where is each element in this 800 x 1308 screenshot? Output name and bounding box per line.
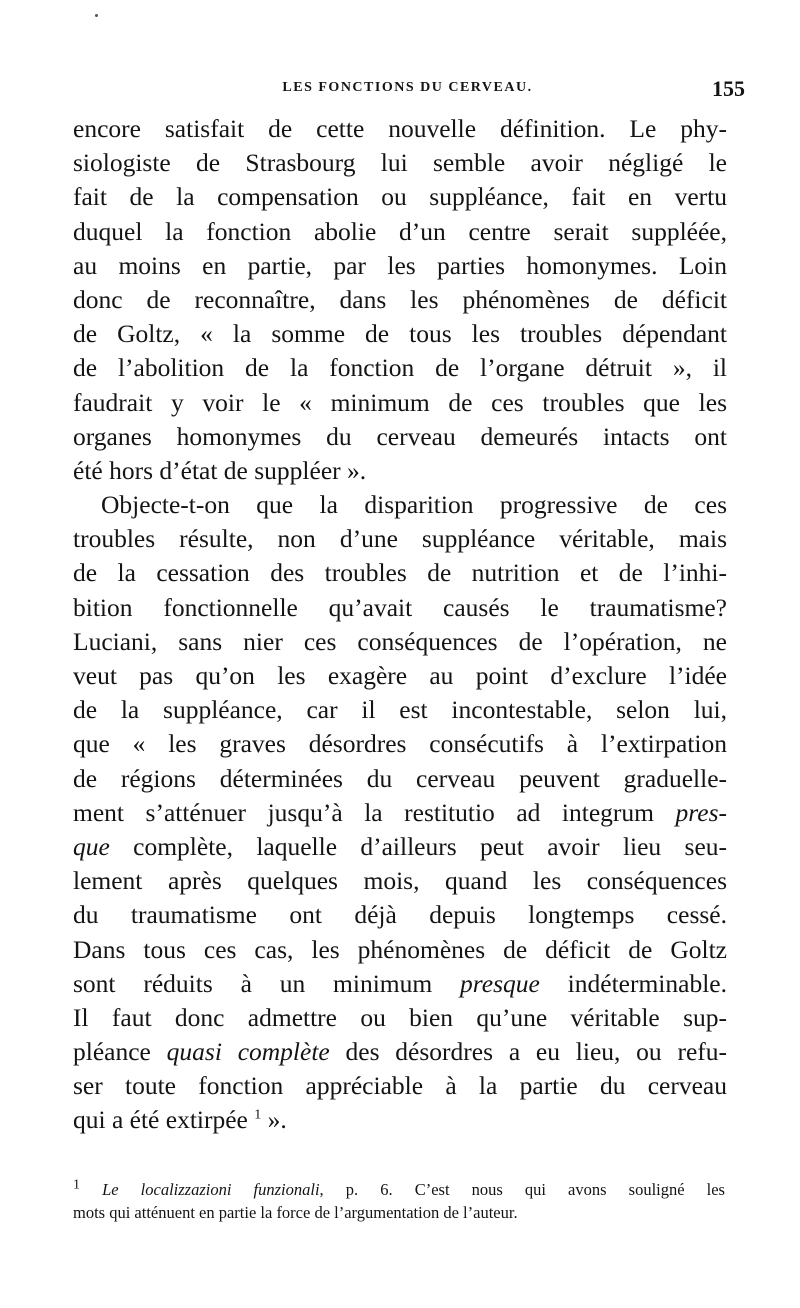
text-run: indéterminable. [539,968,727,998]
text-line: au moins en partie, par les parties homonymes. Loin [73,250,727,280]
text-line: donc de reconnaître, dans les phénomènes de déficit [73,284,727,314]
text-line [73,796,727,830]
text-line: ser toute fonction appréciable à la partie du cerveau [73,1071,727,1101]
running-title: LES FONCTIONS DU CERVEAU. [282,80,533,95]
text-line [73,1035,727,1069]
footnote-title: Le localizzazioni funzionali [102,1180,320,1199]
footnote-reference: 1 [254,1107,262,1123]
print-speck [95,14,98,17]
italic-run: pres- [675,797,727,827]
text-line: troubles résulte, non d’une suppléance véritable, mais [73,524,727,554]
text-run: des désordres a eu lieu, ou refu- [329,1037,727,1067]
text-line: de la suppléance, car il est incontestable, selon lui, [73,695,727,725]
text-line: que « les graves désordres consécutifs à l’extirpation [73,729,727,759]
text-line [73,967,727,1001]
italic-run: presque [460,968,540,998]
text-line: Il faut donc admettre ou bien qu’une véritable sup- [73,1002,727,1032]
running-head [70,76,745,100]
text-run: ». [261,1105,287,1135]
text-run: pléance [73,1037,167,1067]
text-line: veut pas qu’on les exagère au point d’exclure l’idée [73,661,727,690]
text-line: encore satisfait de cette nouvelle définition. Le phy- [73,114,727,143]
italic-run: que [73,831,110,861]
text-line: de Goltz, « la somme de tous les troubles dépendant [73,319,727,349]
text-line: duquel la fonction abolie d’un centre serait suppléée, [73,216,727,246]
text-run: complète, laquelle d’ailleurs peut avoir lieu seu- [109,831,727,861]
footnote [73,1178,725,1224]
text-line: siologiste de Strasbourg lui semble avoir négligé le [73,148,727,178]
footnote-mark: 1 [73,1177,80,1193]
text-line: faudrait y voir le « minimum de ces troubles que les [73,387,727,417]
text-line: fait de la compensation ou suppléance, fait en vertu [73,182,727,212]
paragraph-start-line: Objecte-t-on que la disparition progressive de ces [101,490,727,520]
text-line: été hors d’état de suppléer ». [73,455,367,485]
text-line: lement après quelques mois, quand les conséquences [73,866,727,896]
body-text [73,112,727,1138]
footnote-line [73,1178,725,1201]
text-line: de l’abolition de la fonction de l’organe détruit », il [73,353,727,383]
text-line [73,1103,727,1137]
text-run: sont réduits à un minimum [73,968,461,998]
text-run: , p. 6. C’est nous qui avons souligné les [319,1180,725,1199]
text-line: Dans tous ces cas, les phénomènes de déficit de Goltz [73,934,727,964]
text-line: de régions déterminées du cerveau peuvent graduelle- [73,763,727,793]
text-line: organes homonymes du cerveau demeurés intacts ont [73,421,727,451]
text-line [73,830,727,864]
text-run: ment s’atténuer jusqu’à la restitutio ad integrum [73,797,676,827]
text-run: qui a été extirpée [73,1105,248,1135]
page-number: 155 [712,76,745,101]
text-line: de la cessation des troubles de nutrition et de l’inhi- [73,558,727,588]
footnote-line: mots qui atténuent en partie la force de l’argumentation de l’auteur. [73,1203,518,1222]
text-line: Luciani, sans nier ces conséquences de l’opération, ne [73,626,727,656]
text-line: bition fonctionnelle qu’avait causés le traumatisme? [73,592,727,622]
text-line: du traumatisme ont déjà depuis longtemps cessé. [73,900,727,930]
italic-run: quasi complète [166,1037,330,1067]
